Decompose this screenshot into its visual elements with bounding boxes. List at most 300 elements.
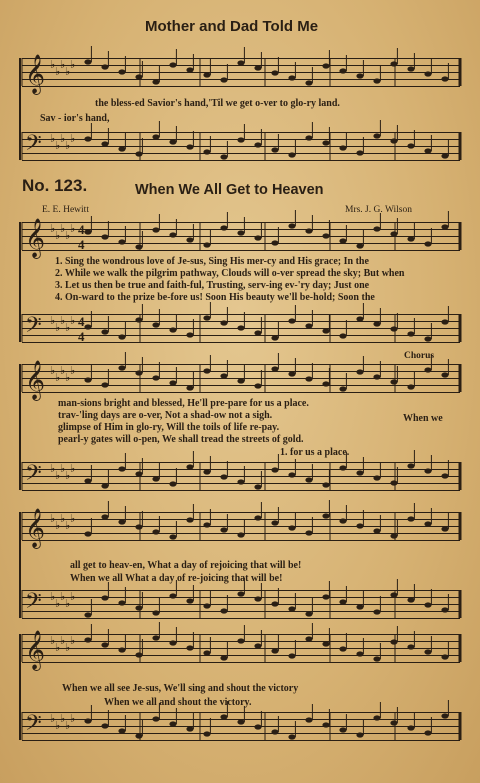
flat-icon: ♭ bbox=[65, 519, 71, 532]
notehead bbox=[220, 154, 227, 159]
notehead bbox=[373, 715, 380, 720]
notehead bbox=[186, 67, 193, 72]
flat-icon: ♭ bbox=[55, 641, 61, 654]
notehead bbox=[305, 323, 312, 328]
notehead bbox=[186, 598, 193, 603]
notehead bbox=[237, 325, 244, 330]
notehead bbox=[322, 722, 329, 727]
notehead bbox=[390, 480, 397, 485]
notehead bbox=[424, 521, 431, 526]
notehead bbox=[237, 137, 244, 142]
top-lyrics-line2: Sav - ior's hand, bbox=[40, 113, 110, 124]
treble-clef-icon: 𝄞 bbox=[25, 218, 46, 258]
flat-icon: ♭ bbox=[55, 469, 61, 482]
flat-icon: ♭ bbox=[50, 462, 56, 475]
notehead bbox=[169, 640, 176, 645]
notehead bbox=[203, 731, 210, 736]
notehead bbox=[220, 320, 227, 325]
notehead bbox=[254, 65, 261, 70]
notehead bbox=[135, 652, 142, 657]
chorus-b-bottom: When we all and shout the victory. bbox=[104, 697, 252, 708]
notehead bbox=[118, 146, 125, 151]
flat-icon: ♭ bbox=[50, 314, 56, 327]
chorus-a-top: all get to heav-en, What a day of rejoicing that will be! bbox=[70, 560, 302, 571]
notehead bbox=[373, 528, 380, 533]
flat-icon: ♭ bbox=[55, 719, 61, 732]
notehead bbox=[271, 729, 278, 734]
notehead bbox=[237, 479, 244, 484]
notehead bbox=[237, 378, 244, 383]
notehead bbox=[169, 232, 176, 237]
flat-icon: ♭ bbox=[65, 597, 71, 610]
notehead bbox=[373, 78, 380, 83]
notehead bbox=[203, 72, 210, 77]
notehead bbox=[152, 375, 159, 380]
notehead bbox=[288, 318, 295, 323]
top-lyrics-line1: the bless-ed Savior's hand,'Til we get o-ver to glo-ry land. bbox=[95, 98, 340, 109]
flat-icon: ♭ bbox=[50, 590, 56, 603]
notehead bbox=[101, 329, 108, 334]
notehead bbox=[203, 603, 210, 608]
notehead bbox=[322, 63, 329, 68]
notehead bbox=[101, 483, 108, 488]
notehead bbox=[169, 593, 176, 598]
notehead bbox=[186, 517, 193, 522]
notehead bbox=[356, 316, 363, 321]
flat-icon: ♭ bbox=[65, 719, 71, 732]
notehead bbox=[186, 726, 193, 731]
notehead bbox=[305, 530, 312, 535]
hymn-number: No. 123. bbox=[22, 176, 88, 195]
flat-icon: ♭ bbox=[50, 512, 56, 525]
notehead bbox=[135, 74, 142, 79]
flat-icon: ♭ bbox=[55, 321, 61, 334]
flat-icon: ♭ bbox=[55, 139, 61, 152]
notehead bbox=[169, 139, 176, 144]
notehead bbox=[101, 723, 108, 728]
bass-clef-icon: 𝄢 bbox=[25, 711, 42, 741]
notehead bbox=[322, 233, 329, 238]
notehead bbox=[254, 142, 261, 147]
chorus-b-top: When we all see Je-sus, We'll sing and shout the victory bbox=[62, 683, 299, 694]
notehead bbox=[441, 607, 448, 612]
notehead bbox=[254, 724, 261, 729]
notehead bbox=[84, 531, 91, 536]
flat-icon: ♭ bbox=[60, 590, 66, 603]
notehead bbox=[237, 532, 244, 537]
notehead bbox=[288, 472, 295, 477]
flat-icon: ♭ bbox=[60, 712, 66, 725]
notehead bbox=[271, 520, 278, 525]
flat-icon: ♭ bbox=[60, 364, 66, 377]
notehead bbox=[152, 79, 159, 84]
notehead bbox=[339, 145, 346, 150]
notehead bbox=[101, 141, 108, 146]
notehead bbox=[203, 650, 210, 655]
lyricist: E. E. Hewitt bbox=[42, 205, 89, 215]
notehead bbox=[288, 371, 295, 376]
notehead bbox=[390, 592, 397, 597]
flat-icon: ♭ bbox=[65, 371, 71, 384]
notehead bbox=[220, 655, 227, 660]
notehead bbox=[101, 514, 108, 519]
notehead bbox=[288, 525, 295, 530]
notehead bbox=[118, 728, 125, 733]
notehead bbox=[390, 533, 397, 538]
notehead bbox=[169, 327, 176, 332]
notehead bbox=[441, 654, 448, 659]
flat-icon: ♭ bbox=[50, 222, 56, 235]
notehead bbox=[305, 477, 312, 482]
notehead bbox=[84, 612, 91, 617]
notehead bbox=[339, 727, 346, 732]
notehead bbox=[288, 734, 295, 739]
notehead bbox=[118, 365, 125, 370]
notehead bbox=[356, 523, 363, 528]
notehead bbox=[118, 519, 125, 524]
notehead bbox=[118, 239, 125, 244]
notehead bbox=[424, 71, 431, 76]
notehead bbox=[220, 474, 227, 479]
notehead bbox=[237, 230, 244, 235]
notehead bbox=[322, 328, 329, 333]
flat-icon: ♭ bbox=[50, 58, 56, 71]
notehead bbox=[441, 319, 448, 324]
notehead bbox=[271, 366, 278, 371]
flat-icon: ♭ bbox=[55, 371, 61, 384]
flat-icon: ♭ bbox=[70, 58, 76, 71]
notehead bbox=[237, 60, 244, 65]
time-signature-bottom: 4 bbox=[78, 329, 85, 344]
notehead bbox=[271, 240, 278, 245]
flat-icon: ♭ bbox=[55, 597, 61, 610]
flat-icon: ♭ bbox=[70, 634, 76, 647]
notehead bbox=[118, 334, 125, 339]
notehead bbox=[339, 333, 346, 338]
notehead bbox=[203, 469, 210, 474]
notehead bbox=[288, 606, 295, 611]
notehead bbox=[220, 714, 227, 719]
notehead bbox=[152, 529, 159, 534]
flat-icon: ♭ bbox=[65, 139, 71, 152]
notehead bbox=[84, 229, 91, 234]
notehead bbox=[390, 326, 397, 331]
notehead bbox=[390, 720, 397, 725]
notehead bbox=[322, 641, 329, 646]
notehead bbox=[356, 651, 363, 656]
notehead bbox=[424, 649, 431, 654]
hymn-title: When We All Get to Heaven bbox=[135, 182, 324, 198]
notehead bbox=[373, 321, 380, 326]
verse-4b: pearl-y gates will o-pen, We shall tread the streets of gold. bbox=[58, 434, 304, 445]
notehead bbox=[339, 599, 346, 604]
notehead bbox=[271, 70, 278, 75]
notehead bbox=[135, 605, 142, 610]
notehead bbox=[356, 243, 363, 248]
flat-icon: ♭ bbox=[65, 321, 71, 334]
notehead bbox=[169, 62, 176, 67]
bass-clef-icon: 𝄢 bbox=[25, 131, 42, 161]
notehead bbox=[407, 597, 414, 602]
notehead bbox=[169, 481, 176, 486]
notehead bbox=[322, 140, 329, 145]
notehead bbox=[339, 238, 346, 243]
chorus-a-bottom: When we all What a day of re-joicing that will be! bbox=[70, 573, 283, 584]
notehead bbox=[186, 645, 193, 650]
notehead bbox=[254, 596, 261, 601]
notehead bbox=[135, 370, 142, 375]
notehead bbox=[356, 369, 363, 374]
notehead bbox=[203, 242, 210, 247]
notehead bbox=[441, 224, 448, 229]
notehead bbox=[135, 733, 142, 738]
notehead bbox=[152, 610, 159, 615]
notehead bbox=[373, 475, 380, 480]
notehead bbox=[135, 317, 142, 322]
notehead bbox=[373, 656, 380, 661]
notehead bbox=[152, 716, 159, 721]
notehead bbox=[424, 602, 431, 607]
notehead bbox=[254, 515, 261, 520]
notehead bbox=[254, 330, 261, 335]
notehead bbox=[390, 61, 397, 66]
notehead bbox=[390, 138, 397, 143]
notehead bbox=[305, 611, 312, 616]
verse-2b: trav-'ling days are o-ver, Not a shad-ow not a sigh. bbox=[58, 410, 273, 421]
notehead bbox=[305, 228, 312, 233]
notehead bbox=[203, 368, 210, 373]
notehead bbox=[288, 223, 295, 228]
notehead bbox=[152, 476, 159, 481]
notehead bbox=[84, 718, 91, 723]
notehead bbox=[101, 234, 108, 239]
treble-clef-icon: 𝄞 bbox=[25, 360, 46, 400]
notehead bbox=[220, 77, 227, 82]
notehead bbox=[407, 66, 414, 71]
flat-icon: ♭ bbox=[50, 364, 56, 377]
flat-icon: ♭ bbox=[60, 314, 66, 327]
notehead bbox=[220, 225, 227, 230]
flat-icon: ♭ bbox=[65, 469, 71, 482]
notehead bbox=[220, 373, 227, 378]
notehead bbox=[271, 335, 278, 340]
notehead bbox=[407, 644, 414, 649]
notehead bbox=[254, 484, 261, 489]
notehead bbox=[305, 376, 312, 381]
notehead bbox=[271, 648, 278, 653]
notehead bbox=[101, 642, 108, 647]
flat-icon: ♭ bbox=[60, 512, 66, 525]
notehead bbox=[373, 226, 380, 231]
notehead bbox=[305, 135, 312, 140]
notehead bbox=[288, 152, 295, 157]
notehead bbox=[356, 470, 363, 475]
notehead bbox=[186, 385, 193, 390]
flat-icon: ♭ bbox=[65, 641, 71, 654]
flat-icon: ♭ bbox=[70, 512, 76, 525]
notehead bbox=[339, 518, 346, 523]
flat-icon: ♭ bbox=[70, 712, 76, 725]
notehead bbox=[237, 638, 244, 643]
notehead bbox=[118, 466, 125, 471]
chorus-label: Chorus bbox=[404, 351, 435, 361]
notehead bbox=[271, 147, 278, 152]
notehead bbox=[339, 465, 346, 470]
notehead bbox=[441, 76, 448, 81]
notehead bbox=[441, 713, 448, 718]
flat-icon: ♭ bbox=[70, 132, 76, 145]
notehead bbox=[356, 150, 363, 155]
notehead bbox=[186, 237, 193, 242]
notehead bbox=[322, 482, 329, 487]
notehead bbox=[356, 604, 363, 609]
notehead bbox=[407, 725, 414, 730]
notehead bbox=[424, 367, 431, 372]
notehead bbox=[390, 639, 397, 644]
composer: Mrs. J. G. Wilson bbox=[345, 205, 413, 215]
time-signature-bottom: 4 bbox=[78, 237, 85, 252]
verse-3a: 3. Let us then be true and faith-ful, Trusting, serv-ing ev-'ry day; Just one bbox=[55, 280, 370, 291]
notehead bbox=[322, 513, 329, 518]
notehead bbox=[407, 516, 414, 521]
notehead bbox=[135, 471, 142, 476]
notehead bbox=[203, 149, 210, 154]
notehead bbox=[407, 331, 414, 336]
notehead bbox=[84, 136, 91, 141]
notehead bbox=[356, 73, 363, 78]
notehead bbox=[203, 315, 210, 320]
notehead bbox=[186, 464, 193, 469]
notehead bbox=[152, 635, 159, 640]
notehead bbox=[424, 730, 431, 735]
notehead bbox=[441, 372, 448, 377]
flat-icon: ♭ bbox=[60, 58, 66, 71]
notehead bbox=[152, 322, 159, 327]
notehead bbox=[84, 59, 91, 64]
notehead bbox=[118, 69, 125, 74]
verse-1b: man-sions bright and blessed, He'll pre-pare for us a place. bbox=[58, 398, 309, 409]
notehead bbox=[203, 522, 210, 527]
flat-icon: ♭ bbox=[60, 462, 66, 475]
notehead bbox=[441, 473, 448, 478]
notehead bbox=[339, 68, 346, 73]
verse-1a: 1. Sing the wondrous love of Je-sus, Sing His mer-cy and His grace; In the bbox=[55, 256, 369, 267]
flat-icon: ♭ bbox=[70, 364, 76, 377]
notehead bbox=[373, 374, 380, 379]
notehead bbox=[254, 235, 261, 240]
notehead bbox=[101, 595, 108, 600]
notehead bbox=[186, 144, 193, 149]
bass-clef-icon: 𝄢 bbox=[25, 589, 42, 619]
notehead bbox=[84, 478, 91, 483]
notehead bbox=[424, 336, 431, 341]
notehead bbox=[322, 381, 329, 386]
notehead bbox=[441, 526, 448, 531]
notehead bbox=[424, 468, 431, 473]
treble-clef-icon: 𝄞 bbox=[25, 630, 46, 670]
notehead bbox=[271, 601, 278, 606]
flat-icon: ♭ bbox=[55, 229, 61, 242]
time-signature-top: 4 bbox=[78, 222, 85, 237]
verse-3b: glimpse of Him in glo-ry, Will the toils of life re-pay. bbox=[58, 422, 280, 433]
verse-2a: 2. While we walk the pilgrim pathway, Clouds will o-ver spread the sky; But when bbox=[55, 268, 405, 279]
notehead bbox=[441, 153, 448, 158]
treble-clef-icon: 𝄞 bbox=[25, 508, 46, 548]
bass-echo-1: 1. for us a place. bbox=[280, 447, 350, 458]
notehead bbox=[135, 244, 142, 249]
notehead bbox=[305, 80, 312, 85]
notehead bbox=[390, 379, 397, 384]
notehead bbox=[373, 133, 380, 138]
notehead bbox=[305, 717, 312, 722]
notehead bbox=[169, 380, 176, 385]
notehead bbox=[101, 64, 108, 69]
bass-clef-icon: 𝄢 bbox=[25, 461, 42, 491]
notehead bbox=[118, 647, 125, 652]
notehead bbox=[322, 594, 329, 599]
notehead bbox=[390, 231, 397, 236]
flat-icon: ♭ bbox=[65, 65, 71, 78]
notehead bbox=[101, 382, 108, 387]
notehead bbox=[152, 134, 159, 139]
flat-icon: ♭ bbox=[70, 590, 76, 603]
notehead bbox=[152, 227, 159, 232]
notehead bbox=[407, 143, 414, 148]
notehead bbox=[288, 75, 295, 80]
when-we-label: When we bbox=[403, 413, 443, 424]
flat-icon: ♭ bbox=[70, 462, 76, 475]
notehead bbox=[220, 527, 227, 532]
notehead bbox=[271, 467, 278, 472]
notehead bbox=[356, 732, 363, 737]
notehead bbox=[339, 386, 346, 391]
flat-icon: ♭ bbox=[50, 132, 56, 145]
flat-icon: ♭ bbox=[70, 314, 76, 327]
flat-icon: ♭ bbox=[55, 65, 61, 78]
notehead bbox=[84, 324, 91, 329]
notehead bbox=[305, 636, 312, 641]
notehead bbox=[254, 643, 261, 648]
notehead bbox=[220, 608, 227, 613]
notehead bbox=[135, 524, 142, 529]
flat-icon: ♭ bbox=[60, 132, 66, 145]
notehead bbox=[237, 719, 244, 724]
flat-icon: ♭ bbox=[50, 634, 56, 647]
notehead bbox=[373, 609, 380, 614]
notehead bbox=[407, 236, 414, 241]
top-title: Mother and Dad Told Me bbox=[145, 18, 319, 35]
notehead bbox=[424, 241, 431, 246]
notehead bbox=[339, 646, 346, 651]
flat-icon: ♭ bbox=[60, 222, 66, 235]
flat-icon: ♭ bbox=[50, 712, 56, 725]
notehead bbox=[407, 384, 414, 389]
treble-clef-icon: 𝄞 bbox=[25, 54, 46, 94]
notehead bbox=[135, 151, 142, 156]
notehead bbox=[118, 600, 125, 605]
flat-icon: ♭ bbox=[60, 634, 66, 647]
notehead bbox=[254, 383, 261, 388]
notehead bbox=[84, 377, 91, 382]
time-signature-top: 4 bbox=[78, 314, 85, 329]
flat-icon: ♭ bbox=[55, 519, 61, 532]
notehead bbox=[288, 653, 295, 658]
notehead bbox=[424, 148, 431, 153]
notehead bbox=[169, 721, 176, 726]
bass-clef-icon: 𝄢 bbox=[25, 313, 42, 343]
flat-icon: ♭ bbox=[70, 222, 76, 235]
flat-icon: ♭ bbox=[65, 229, 71, 242]
